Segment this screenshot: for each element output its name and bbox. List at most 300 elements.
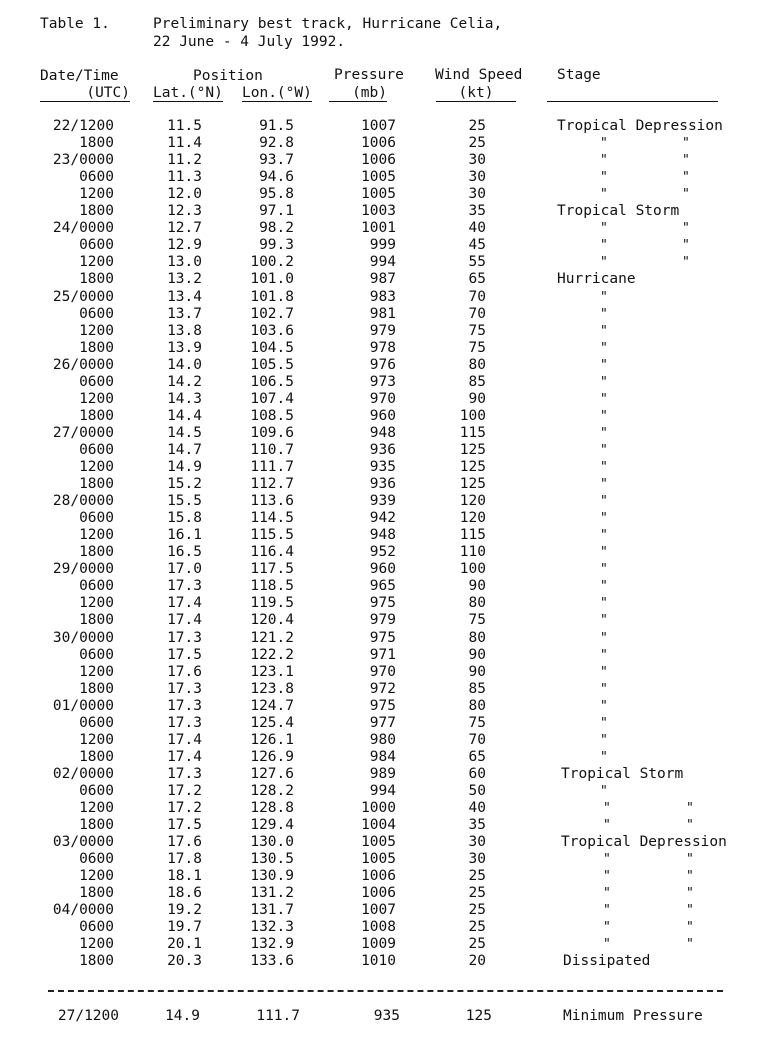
- cell-lat: 17.5: [167, 817, 202, 834]
- cell-wind: 80: [468, 356, 486, 373]
- cell-pressure: 935: [369, 459, 396, 475]
- cell-lon: 131.2: [250, 885, 294, 902]
- cell-lon: 101.8: [250, 288, 294, 305]
- cell-lat: 17.6: [167, 834, 202, 851]
- summary-row: [0, 1008, 768, 1025]
- cell-lat: 17.3: [167, 629, 202, 646]
- cell-lon: 92.8: [259, 135, 294, 152]
- ditto-mark: ": [682, 187, 690, 203]
- cell-wind: 115: [459, 527, 486, 544]
- cell-lon: 108.5: [250, 407, 294, 424]
- cell-lon: 93.7: [259, 152, 294, 169]
- table-row: [0, 834, 768, 851]
- cell-lon: 99.3: [259, 237, 294, 254]
- ditto-mark: ": [682, 255, 690, 271]
- cell-lon: 123.1: [250, 663, 294, 680]
- cell-pressure: 975: [369, 629, 396, 646]
- cell-pressure: 1004: [361, 817, 396, 834]
- cell-pressure: 1005: [361, 834, 396, 851]
- ditto-mark: ": [600, 460, 608, 475]
- cell-datetime: 0600: [79, 373, 114, 390]
- cell-pressure: 1006: [361, 868, 396, 885]
- cell-pressure: 948: [369, 424, 396, 441]
- cell-datetime: 1200: [79, 390, 114, 407]
- table-row: [0, 493, 768, 510]
- ditto-mark: ": [600, 630, 608, 646]
- cell-pressure: 1001: [361, 220, 396, 237]
- cell-wind: 25: [468, 902, 486, 919]
- cell-pressure: 994: [369, 782, 396, 799]
- ditto-mark: ": [682, 170, 690, 186]
- cell-pressure: 1005: [361, 851, 396, 868]
- header-datetime: Date/Time: [40, 68, 119, 84]
- cell-lat: 14.2: [167, 373, 202, 390]
- cell-wind: 120: [459, 510, 486, 527]
- table-row: [0, 135, 768, 152]
- cell-lat: 20.3: [167, 953, 202, 970]
- table-row: [0, 425, 768, 442]
- ditto-mark: ": [600, 391, 608, 407]
- ditto-mark: ": [686, 869, 694, 885]
- table-row: [0, 902, 768, 919]
- cell-lat: 13.2: [167, 271, 202, 288]
- cell-lon: 109.6: [250, 424, 294, 441]
- cell-lon: 115.5: [250, 527, 294, 544]
- table-row: [0, 561, 768, 578]
- cell-lat: 17.3: [167, 680, 202, 697]
- table-row: [0, 254, 768, 271]
- cell-lat: 13.4: [167, 288, 202, 305]
- cell-lon: 97.1: [259, 203, 294, 220]
- cell-lon: 126.1: [250, 731, 294, 748]
- ditto-mark: ": [600, 306, 608, 322]
- cell-pressure: 970: [369, 390, 396, 407]
- cell-lon: 98.2: [259, 220, 294, 237]
- table-row: [0, 323, 768, 340]
- ditto-mark: ": [600, 323, 608, 339]
- cell-wind: 90: [468, 663, 486, 680]
- cell-lat: 20.1: [167, 936, 202, 953]
- cell-lat: 17.2: [167, 782, 202, 799]
- cell-datetime: 1200: [79, 322, 114, 339]
- cell-lon: 100.2: [250, 254, 294, 271]
- table-row: [0, 595, 768, 612]
- cell-lon: 104.5: [250, 339, 294, 356]
- ditto-mark: ": [600, 494, 608, 510]
- table-row: [0, 630, 768, 647]
- table-row: [0, 851, 768, 868]
- cell-wind: 115: [459, 424, 486, 441]
- ditto-mark: ": [600, 681, 608, 697]
- table-row: [0, 186, 768, 203]
- table-row: [0, 340, 768, 357]
- cell-stage: Tropical Depression: [557, 118, 723, 134]
- cell-wind: 80: [468, 595, 486, 612]
- cell-wind: 100: [459, 407, 486, 424]
- cell-lon: 116.4: [250, 544, 294, 561]
- cell-lat: 19.7: [167, 919, 202, 936]
- cell-lat: 13.9: [167, 339, 202, 356]
- cell-lat: 17.2: [167, 800, 202, 816]
- cell-datetime: 1200: [79, 800, 114, 816]
- table-row: [0, 936, 768, 953]
- cell-pressure: 960: [369, 407, 396, 424]
- cell-pressure: 989: [369, 765, 396, 782]
- cell-stage: Tropical Depression: [561, 834, 727, 851]
- ditto-mark: ": [682, 221, 690, 237]
- summary-lon: 111.7: [256, 1008, 300, 1024]
- cell-datetime: 1200: [79, 936, 114, 953]
- cell-lat: 19.2: [167, 902, 202, 919]
- cell-datetime: 28/0000: [52, 493, 114, 510]
- cell-wind: 65: [468, 271, 486, 288]
- cell-datetime: 0600: [79, 578, 114, 595]
- table-row: [0, 476, 768, 493]
- cell-lat: 15.8: [167, 510, 202, 527]
- cell-pressure: 1007: [361, 902, 396, 919]
- cell-wind: 25: [468, 936, 486, 953]
- table-row: [0, 374, 768, 391]
- ditto-mark: ": [600, 187, 608, 203]
- cell-wind: 30: [468, 834, 486, 851]
- ditto-mark: ": [686, 818, 694, 834]
- table-row: [0, 408, 768, 425]
- ditto-mark: ": [686, 801, 694, 816]
- cell-lon: 105.5: [250, 356, 294, 373]
- ditto-mark: ": [600, 289, 608, 305]
- cell-datetime: 1800: [79, 748, 114, 765]
- summary-divider: [48, 990, 723, 992]
- table-row: [0, 783, 768, 800]
- cell-wind: 25: [468, 868, 486, 885]
- cell-stage: Hurricane: [557, 271, 636, 288]
- ditto-mark: ": [600, 238, 608, 254]
- table-row: [0, 885, 768, 902]
- ditto-mark: ": [600, 715, 608, 731]
- ditto-mark: ": [600, 425, 608, 441]
- cell-lon: 106.5: [250, 373, 294, 390]
- cell-lon: 125.4: [250, 714, 294, 731]
- header-lat: Lat.(°N): [153, 85, 223, 101]
- ditto-mark: ": [682, 238, 690, 254]
- cell-wind: 80: [468, 697, 486, 714]
- cell-pressure: 1010: [361, 953, 396, 970]
- ditto-mark: ": [686, 886, 694, 902]
- cell-wind: 30: [468, 851, 486, 868]
- table-subtitle: 22 June - 4 July 1992.: [153, 34, 346, 50]
- cell-pressure: 984: [369, 748, 396, 765]
- cell-wind: 85: [468, 680, 486, 697]
- cell-lat: 17.4: [167, 748, 202, 765]
- cell-lon: 126.9: [250, 748, 294, 765]
- cell-datetime: 0600: [79, 510, 114, 527]
- table-row: [0, 766, 768, 783]
- cell-datetime: 1800: [79, 203, 114, 220]
- cell-pressure: 939: [369, 493, 396, 510]
- summary-pressure: 935: [373, 1008, 400, 1024]
- cell-datetime: 1800: [79, 407, 114, 424]
- cell-lat: 11.2: [167, 152, 202, 169]
- ditto-mark: ": [686, 903, 694, 919]
- cell-wind: 90: [468, 390, 486, 407]
- cell-lon: 122.2: [250, 646, 294, 663]
- cell-datetime: 1800: [79, 544, 114, 561]
- table-row: [0, 391, 768, 408]
- cell-wind: 55: [468, 254, 486, 271]
- summary-wind: 125: [465, 1008, 492, 1024]
- ditto-mark: ": [686, 937, 694, 953]
- cell-wind: 85: [468, 373, 486, 390]
- ditto-mark: ": [603, 801, 611, 816]
- cell-pressure: 1003: [361, 203, 396, 220]
- cell-lat: 13.7: [167, 305, 202, 322]
- cell-lon: 118.5: [250, 578, 294, 595]
- cell-lat: 17.0: [167, 561, 202, 578]
- cell-datetime: 0600: [79, 851, 114, 868]
- table-row: [0, 203, 768, 220]
- cell-wind: 75: [468, 339, 486, 356]
- cell-wind: 65: [468, 748, 486, 765]
- cell-datetime: 1200: [79, 663, 114, 680]
- cell-lon: 128.2: [250, 782, 294, 799]
- cell-pressure: 999: [369, 237, 396, 254]
- summary-stage: Minimum Pressure: [563, 1008, 703, 1024]
- cell-datetime: 27/0000: [52, 424, 114, 441]
- cell-lon: 112.7: [250, 476, 294, 493]
- summary-lat: 14.9: [165, 1008, 200, 1024]
- table-row: [0, 698, 768, 715]
- table-row: [0, 357, 768, 374]
- cell-pressure: 978: [369, 339, 396, 356]
- ditto-mark: ": [600, 664, 608, 680]
- cell-wind: 30: [468, 186, 486, 203]
- cell-wind: 75: [468, 612, 486, 629]
- cell-pressure: 970: [369, 663, 396, 680]
- cell-lat: 16.1: [167, 527, 202, 544]
- cell-datetime: 0600: [79, 782, 114, 799]
- cell-datetime: 26/0000: [52, 356, 114, 373]
- cell-lon: 132.3: [250, 919, 294, 936]
- cell-lon: 91.5: [259, 118, 294, 134]
- cell-stage: Dissipated: [563, 953, 651, 970]
- cell-lat: 13.0: [167, 254, 202, 271]
- cell-stage: Tropical Storm: [561, 765, 684, 782]
- cell-pressure: 1006: [361, 152, 396, 169]
- cell-lat: 14.0: [167, 356, 202, 373]
- table-row: [0, 271, 768, 288]
- header-utc: (UTC): [40, 85, 130, 102]
- table-row: [0, 749, 768, 766]
- table-row: [0, 544, 768, 561]
- cell-lon: 107.4: [250, 390, 294, 407]
- ditto-mark: ": [603, 920, 611, 936]
- cell-lat: 17.8: [167, 851, 202, 868]
- ditto-mark: ": [600, 477, 608, 493]
- cell-lat: 14.3: [167, 390, 202, 407]
- table-row: [0, 800, 768, 817]
- cell-lat: 11.3: [167, 169, 202, 186]
- ditto-mark: ": [603, 869, 611, 885]
- cell-lon: 130.5: [250, 851, 294, 868]
- cell-pressure: 942: [369, 510, 396, 527]
- cell-pressure: 977: [369, 714, 396, 731]
- cell-lat: 11.4: [167, 135, 202, 152]
- cell-lat: 17.4: [167, 731, 202, 748]
- cell-wind: 40: [468, 800, 486, 816]
- cell-lon: 101.0: [250, 271, 294, 288]
- cell-wind: 75: [468, 714, 486, 731]
- cell-datetime: 25/0000: [52, 288, 114, 305]
- table-label: Table 1.: [40, 16, 110, 32]
- table-row: [0, 459, 768, 476]
- table-row: [0, 118, 768, 135]
- cell-wind: 25: [468, 135, 486, 152]
- cell-pressure: 971: [369, 646, 396, 663]
- cell-datetime: 23/0000: [52, 152, 114, 169]
- cell-lon: 103.6: [250, 322, 294, 339]
- cell-lon: 129.4: [250, 817, 294, 834]
- header-kt: (kt): [436, 85, 516, 102]
- cell-wind: 90: [468, 578, 486, 595]
- cell-lon: 94.6: [259, 169, 294, 186]
- cell-lon: 131.7: [250, 902, 294, 919]
- cell-lat: 17.5: [167, 646, 202, 663]
- cell-wind: 30: [468, 169, 486, 186]
- cell-pressure: 987: [369, 271, 396, 288]
- cell-lat: 15.5: [167, 493, 202, 510]
- ditto-mark: ": [600, 613, 608, 629]
- cell-wind: 25: [468, 118, 486, 134]
- cell-datetime: 1800: [79, 885, 114, 902]
- header-lon: Lon.(°W): [242, 85, 312, 101]
- table-row: [0, 732, 768, 749]
- cell-lon: 119.5: [250, 595, 294, 612]
- cell-wind: 100: [459, 561, 486, 578]
- cell-lat: 12.0: [167, 186, 202, 203]
- cell-wind: 35: [468, 817, 486, 834]
- table-row: [0, 237, 768, 254]
- cell-datetime: 1200: [79, 459, 114, 475]
- cell-pressure: 936: [369, 441, 396, 458]
- table-row: [0, 152, 768, 169]
- ditto-mark: ": [600, 136, 608, 152]
- ditto-mark: ": [600, 442, 608, 458]
- cell-datetime: 03/0000: [52, 834, 114, 851]
- cell-wind: 45: [468, 237, 486, 254]
- cell-lon: 110.7: [250, 441, 294, 458]
- cell-lat: 17.4: [167, 595, 202, 612]
- cell-lon: 132.9: [250, 936, 294, 953]
- ditto-mark: ": [600, 408, 608, 424]
- cell-lon: 120.4: [250, 612, 294, 629]
- table-row: [0, 817, 768, 834]
- cell-wind: 125: [459, 459, 486, 475]
- cell-datetime: 0600: [79, 237, 114, 254]
- cell-pressure: 1009: [361, 936, 396, 953]
- cell-datetime: 1200: [79, 254, 114, 271]
- header-mb: (mb): [329, 85, 387, 102]
- cell-lat: 14.7: [167, 441, 202, 458]
- cell-pressure: 975: [369, 697, 396, 714]
- cell-lat: 18.1: [167, 868, 202, 885]
- cell-datetime: 1200: [79, 595, 114, 612]
- table-row: [0, 289, 768, 306]
- table-row: [0, 612, 768, 629]
- table-row: [0, 664, 768, 681]
- ditto-mark: ": [600, 749, 608, 765]
- ditto-mark: ": [682, 136, 690, 152]
- cell-datetime: 1800: [79, 476, 114, 493]
- cell-datetime: 1800: [79, 339, 114, 356]
- ditto-mark: ": [682, 153, 690, 169]
- cell-pressure: 983: [369, 288, 396, 305]
- ditto-mark: ": [600, 340, 608, 356]
- cell-datetime: 1200: [79, 731, 114, 748]
- cell-wind: 80: [468, 629, 486, 646]
- summary-datetime: 27/1200: [57, 1008, 119, 1024]
- ditto-mark: ": [600, 545, 608, 561]
- cell-lat: 15.2: [167, 476, 202, 493]
- cell-lon: 95.8: [259, 186, 294, 203]
- cell-lat: 12.3: [167, 203, 202, 220]
- cell-lon: 130.9: [250, 868, 294, 885]
- cell-datetime: 0600: [79, 714, 114, 731]
- ditto-mark: ": [600, 647, 608, 663]
- cell-wind: 125: [459, 441, 486, 458]
- cell-wind: 120: [459, 493, 486, 510]
- cell-wind: 70: [468, 305, 486, 322]
- table-row: [0, 715, 768, 732]
- cell-wind: 70: [468, 731, 486, 748]
- header-position: Position: [193, 68, 263, 84]
- cell-lon: 102.7: [250, 305, 294, 322]
- cell-wind: 125: [459, 476, 486, 493]
- cell-datetime: 24/0000: [52, 220, 114, 237]
- cell-wind: 40: [468, 220, 486, 237]
- cell-wind: 75: [468, 322, 486, 339]
- table-row: [0, 919, 768, 936]
- table-row: [0, 578, 768, 595]
- cell-lon: 114.5: [250, 510, 294, 527]
- cell-pressure: 1007: [361, 118, 396, 134]
- cell-pressure: 948: [369, 527, 396, 544]
- cell-pressure: 975: [369, 595, 396, 612]
- table-row: [0, 220, 768, 237]
- cell-lat: 12.9: [167, 237, 202, 254]
- ditto-mark: ": [603, 852, 611, 868]
- cell-lon: 133.6: [250, 953, 294, 970]
- cell-pressure: 952: [369, 544, 396, 561]
- ditto-mark: ": [600, 732, 608, 748]
- ditto-mark: ": [603, 818, 611, 834]
- cell-pressure: 980: [369, 731, 396, 748]
- cell-pressure: 1000: [361, 800, 396, 816]
- cell-wind: 110: [459, 544, 486, 561]
- cell-lon: 123.8: [250, 680, 294, 697]
- cell-pressure: 1006: [361, 885, 396, 902]
- cell-datetime: 01/0000: [52, 697, 114, 714]
- cell-pressure: 1008: [361, 919, 396, 936]
- cell-pressure: 972: [369, 680, 396, 697]
- cell-datetime: 0600: [79, 169, 114, 186]
- table-row: [0, 510, 768, 527]
- ditto-mark: ": [600, 698, 608, 714]
- cell-lon: 127.6: [250, 765, 294, 782]
- ditto-mark: ": [686, 920, 694, 936]
- cell-datetime: 1800: [79, 271, 114, 288]
- ditto-mark: ": [600, 579, 608, 595]
- table-row: [0, 681, 768, 698]
